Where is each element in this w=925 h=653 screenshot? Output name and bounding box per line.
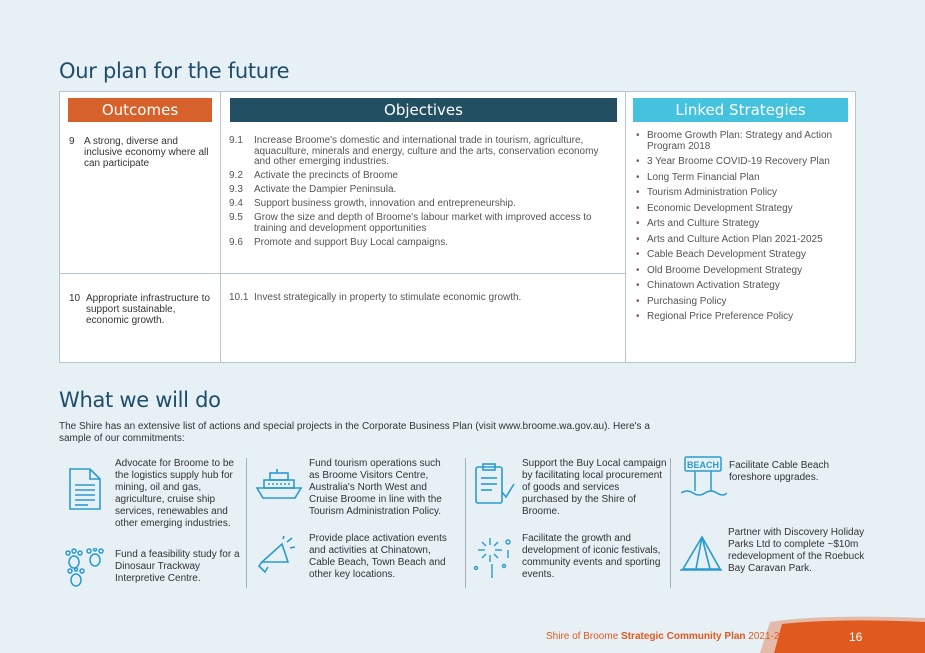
- outcome-text: Appropriate infrastructure to support sustainable, economic growth.: [86, 293, 210, 326]
- action-item: Fund tourism operations such as Broome Visitors Centre, Australia's North West and Cruise Broome in line with the Tourism Administration Policy.: [309, 458, 442, 517]
- megaphone-icon: [256, 536, 296, 576]
- objective-text: Promote and support Buy Local campaigns.: [254, 236, 448, 248]
- strategy-item: • Arts and Culture Action Plan 2021-2025: [636, 235, 851, 246]
- strategy-item: • Economic Development Strategy: [636, 204, 851, 215]
- table-row-divider: [60, 273, 625, 274]
- strategy-item: • Old Broome Development Strategy: [636, 266, 851, 277]
- strategy-item: • Regional Price Preference Policy: [636, 312, 851, 323]
- objective-text: Activate the Dampier Peninsula.: [254, 184, 397, 195]
- objective-item: [229, 185, 614, 196]
- objective-number: 9.3: [229, 184, 243, 195]
- action-item: Support the Buy Local campaign by facilitating local procurement of goods and services purchased by the Shire of Broome.: [522, 458, 667, 517]
- table-divider: [625, 92, 626, 362]
- footer-plan: Strategic Community Plan: [621, 631, 746, 642]
- objective-text: Increase Broome's domestic and international trade in tourism, agriculture, aquaculture, minerals and energy, culture and the arts, conservation economy and other emerging industries.: [254, 135, 599, 167]
- action-item: Fund a feasibility study for a Dinosaur Trackway Interpretive Centre.: [115, 549, 240, 584]
- strategies-header: Linked Strategies: [633, 98, 848, 122]
- objective-number: 9.2: [229, 170, 243, 181]
- fireworks-icon: [470, 532, 518, 580]
- action-item: Facilitate the growth and development of iconic festivals, community events and sporting events.: [522, 533, 661, 580]
- objective-text: Support business growth, innovation and entrepreneurship.: [254, 198, 516, 209]
- objective-number: 9.4: [229, 198, 243, 209]
- tent-icon: [680, 533, 722, 573]
- outcome-number: 9: [69, 136, 75, 147]
- column-divider: [246, 458, 247, 588]
- footer-caption: [546, 631, 796, 642]
- document-icon: [66, 466, 104, 512]
- page-title: Our plan for the future: [59, 59, 290, 83]
- strategy-item: • Long Term Financial Plan: [636, 173, 851, 184]
- footer-org: Shire of Broome: [546, 631, 622, 642]
- strategy-item: • Tourism Administration Policy: [636, 188, 851, 199]
- strategy-item: • Purchasing Policy: [636, 297, 851, 308]
- action-item: Facilitate Cable Beach foreshore upgrades.: [729, 460, 830, 483]
- objective-text: Invest strategically in property to stimulate economic growth.: [254, 292, 522, 303]
- cruise-ship-icon: [255, 468, 303, 502]
- section-intro: The Shire has an extensive list of actions and special projects in the Corporate Business Plan (visit www.broome.wa.gov.au). Here's a sample of our commitments:: [59, 421, 650, 444]
- plan-table: [59, 91, 856, 363]
- strategy-item: • Broome Growth Plan: Strategy and Action Program 2018: [636, 131, 851, 152]
- objective-item: [229, 213, 614, 234]
- outcomes-header: Outcomes: [68, 98, 212, 122]
- objective-item: [229, 199, 614, 210]
- objective-number: 9.6: [229, 236, 243, 248]
- outcome-item: [69, 293, 214, 326]
- objective-number: 10.1: [229, 292, 249, 303]
- beach-sign-label: BEACH: [686, 460, 720, 470]
- objective-text: Grow the size and depth of Broome's labour market with improved access to training and development opportunities: [254, 212, 592, 234]
- strategies-list: [636, 131, 851, 328]
- page-number: 16: [849, 630, 863, 644]
- objective-item: [229, 293, 614, 304]
- action-item: Provide place activation events and activities at Chinatown, Cable Beach, Town Beach and other key locations.: [309, 533, 447, 580]
- table-divider: [220, 92, 221, 362]
- objective-number: 9.5: [229, 212, 243, 223]
- outcome-number: 10: [69, 293, 81, 304]
- objectives-header: Objectives: [230, 98, 617, 122]
- footprints-icon: [64, 548, 106, 588]
- beach-sign-icon: [681, 455, 727, 499]
- objectives-list: [229, 136, 614, 252]
- objectives-list: [229, 293, 614, 307]
- outcome-item: [69, 136, 214, 169]
- footer-years: 2021-2031: [745, 631, 797, 642]
- action-item: Advocate for Broome to be the logistics supply hub for mining, oil and gas, agriculture, cruise ship services, renewables and other emerging industries.: [115, 458, 234, 529]
- clipboard-check-icon: [472, 462, 516, 506]
- outcome-text: A strong, diverse and inclusive economy where all can participate: [84, 136, 209, 169]
- strategy-item: • Cable Beach Development Strategy: [636, 250, 851, 261]
- column-divider: [670, 458, 671, 588]
- objective-item: [229, 238, 614, 249]
- action-item: Partner with Discovery Holiday Parks Ltd to complete ~$10m redevelopment of the Roebuck Bay Caravan Park.: [728, 527, 865, 574]
- column-divider: [465, 458, 466, 588]
- section-title: What we will do: [59, 388, 221, 412]
- objective-item: [229, 171, 614, 182]
- objective-item: [229, 136, 614, 168]
- strategy-item: • 3 Year Broome COVID-19 Recovery Plan: [636, 157, 851, 168]
- strategy-item: • Chinatown Activation Strategy: [636, 281, 851, 292]
- strategy-item: • Arts and Culture Strategy: [636, 219, 851, 230]
- objective-number: 9.1: [229, 135, 243, 146]
- objective-text: Activate the precincts of Broome: [254, 170, 398, 181]
